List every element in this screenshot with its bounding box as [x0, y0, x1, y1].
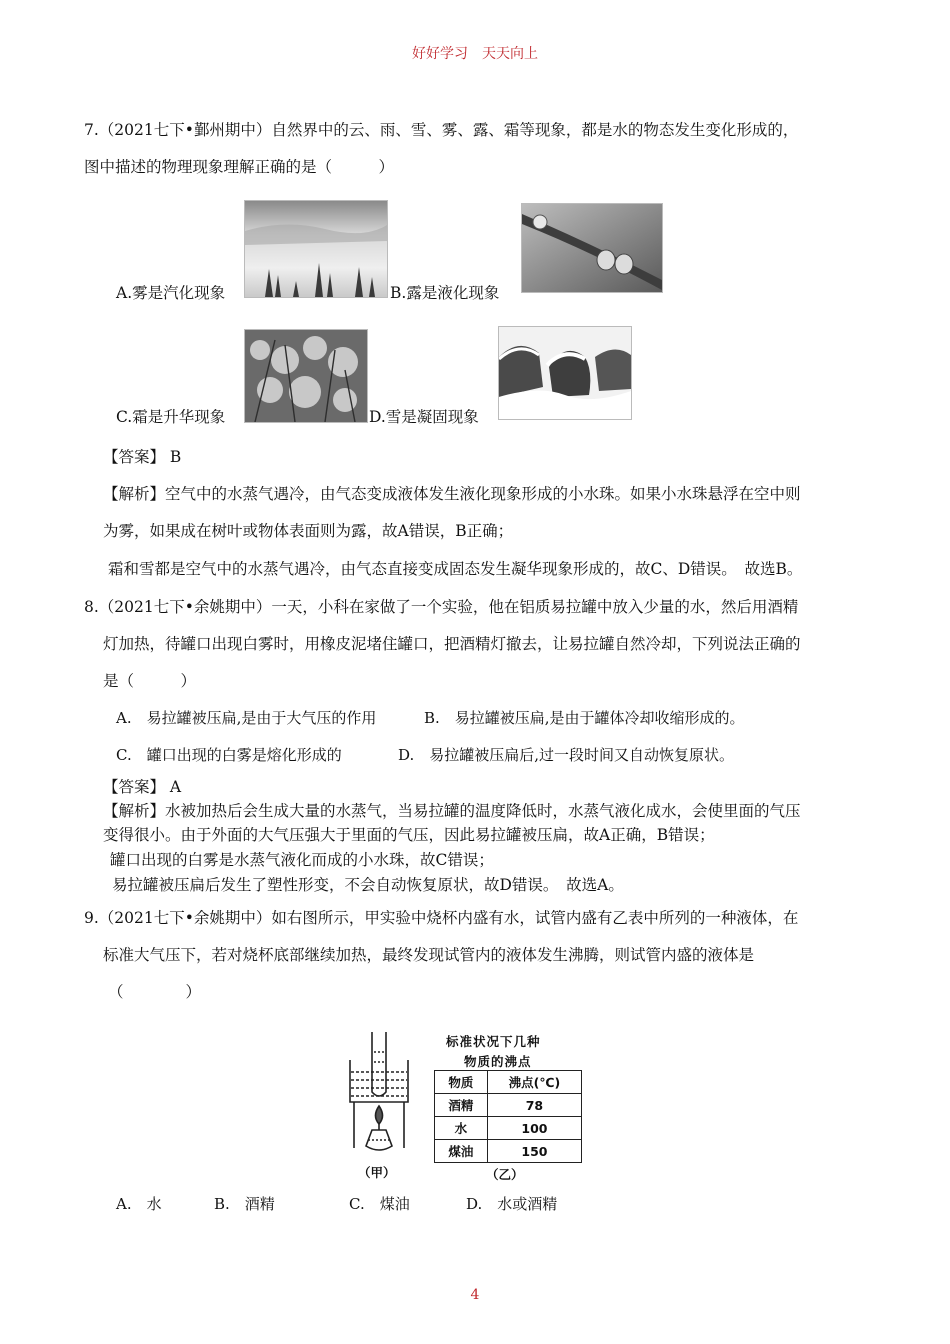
page-header: 好好学习 天天向上 — [412, 46, 538, 62]
q8-stem-line3: 是（ ） — [103, 672, 197, 690]
table-cell: 煤油 — [435, 1140, 488, 1163]
q7-analysis-line3: 霜和雪都是空气中的水蒸气遇冷，由气态直接变成固态发生凝华现象形成的，故C、D错误。 故选B。 — [108, 560, 803, 578]
q7-option-a: A.雾是汽化现象 — [116, 284, 226, 302]
q9-stem-line1: 9.（2021七下•余姚期中）如右图所示，甲实验中烧杯内盛有水，试管内盛有乙表中所列的一种液体，在 — [84, 909, 799, 927]
table-cell: 100 — [487, 1117, 581, 1140]
q7-stem-line1: 7.（2021七下•鄞州期中）自然界中的云、雨、雪、雾、露、霜等现象，都是水的物态发生变化形成的， — [84, 121, 799, 139]
q8-option-b: B. 易拉罐被压扁,是由于罐体冷却收缩形成的。 — [424, 709, 745, 727]
table-row — [435, 1117, 582, 1140]
page-number: 4 — [470, 1287, 480, 1303]
table-header-row — [435, 1071, 582, 1094]
table-title-line1: 标准状况下几种 — [446, 1034, 541, 1049]
q7-analysis-line2: 为雾，如果成在树叶或物体表面则为露，故A错误，B正确； — [103, 522, 514, 540]
table-header-boiling-point: 沸点(℃) — [487, 1071, 581, 1094]
q7-analysis-line1: 【解析】空气中的水蒸气遇冷，由气态变成液体发生液化现象形成的小水珠。如果小水珠悬浮在空中则 — [103, 485, 801, 503]
q9-option-c: C. 煤油 — [349, 1195, 410, 1213]
table-title-line2: 物质的沸点 — [464, 1054, 532, 1069]
q8-analysis-line1: 【解析】水被加热后会生成大量的水蒸气，当易拉罐的温度降低时，水蒸气液化成水，会使里面的气压 — [103, 802, 801, 820]
fog-photo — [244, 200, 388, 298]
figure-b-label: （乙） — [486, 1167, 524, 1182]
q8-option-d: D. 易拉罐被压扁后,过一段时间又自动恢复原状。 — [398, 746, 735, 764]
q9-option-b: B. 酒精 — [214, 1195, 275, 1213]
boiling-point-table — [434, 1070, 582, 1163]
q9-stem-line3: （ ） — [108, 983, 202, 1001]
table-cell: 150 — [487, 1140, 581, 1163]
q7-option-d: D.雪是凝固现象 — [369, 408, 479, 426]
q9-option-d: D. 水或酒精 — [466, 1195, 558, 1213]
q8-answer: 【答案】 A — [103, 778, 182, 796]
q9-stem-line2: 标准大气压下，若对烧杯底部继续加热，最终发现试管内的液体发生沸腾，则试管内盛的液体是 — [103, 946, 755, 964]
figure-a-label: （甲） — [358, 1165, 396, 1180]
q8-stem-line2: 灯加热，待罐口出现白雾时，用橡皮泥堵住罐口，把酒精灯撤去，让易拉罐自然冷却，下列说法正确的 — [103, 635, 801, 653]
q8-analysis-line3: 罐口出现的白雾是水蒸气液化而成的小水珠，故C错误； — [110, 851, 494, 869]
q8-stem-line1: 8.（2021七下•余姚期中）一天，小科在家做了一个实验，他在铝质易拉罐中放入少量的水，然后用酒精 — [84, 598, 799, 616]
table-header-substance: 物质 — [435, 1071, 488, 1094]
q7-option-b: B.露是液化现象 — [390, 284, 500, 302]
q7-option-c: C.霜是升华现象 — [116, 408, 226, 426]
table-cell: 酒精 — [435, 1094, 488, 1117]
snow-photo — [498, 326, 632, 420]
table-cell: 水 — [435, 1117, 488, 1140]
q8-option-a: A. 易拉罐被压扁,是由于大气压的作用 — [116, 709, 377, 727]
table-cell: 78 — [487, 1094, 581, 1117]
q8-option-c: C. 罐口出现的白雾是熔化形成的 — [116, 746, 342, 764]
table-row — [435, 1140, 582, 1163]
apparatus-figure — [344, 1030, 414, 1160]
q7-stem-line2: 图中描述的物理现象理解正确的是（ ） — [84, 158, 395, 176]
q8-analysis-line4: 易拉罐被压扁后发生了塑性形变，不会自动恢复原状，故D错误。 故选A。 — [112, 876, 624, 894]
table-row — [435, 1094, 582, 1117]
frost-photo — [244, 329, 368, 423]
q8-analysis-line2: 变得很小。由于外面的大气压强大于里面的气压，因此易拉罐被压扁，故A正确，B错误； — [103, 826, 715, 844]
q7-answer: 【答案】 B — [103, 448, 182, 466]
dew-photo — [521, 203, 663, 293]
q9-option-a: A. 水 — [116, 1195, 162, 1213]
